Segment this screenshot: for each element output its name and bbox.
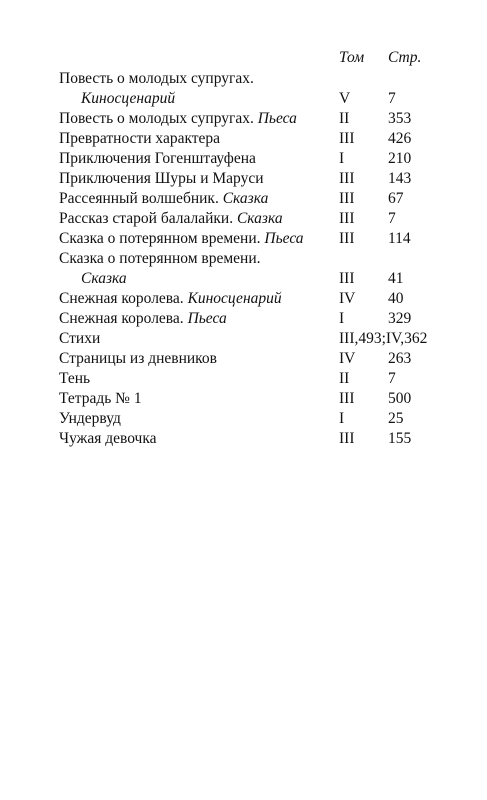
entry-title	[59, 389, 142, 409]
page-column-header: Стр.	[388, 49, 422, 66]
entry-title-text: Чужая девочка	[59, 430, 157, 447]
entry-volume: I	[339, 150, 345, 167]
entry-volume: III	[339, 390, 355, 407]
entry-page: 41	[388, 270, 404, 287]
index-entry	[0, 409, 487, 429]
entry-title-text: Превратности характера	[59, 130, 221, 147]
entry-title	[59, 129, 220, 149]
entry-title	[59, 249, 261, 289]
entry-genre: Сказка	[236, 210, 283, 227]
entry-page: 329	[388, 310, 412, 327]
index-entry	[0, 389, 487, 409]
entry-volume: III	[339, 210, 355, 227]
entry-genre: Киносценарий	[187, 290, 282, 307]
entry-volume: III	[339, 170, 355, 187]
entry-volume: II	[339, 110, 350, 127]
entry-title-text: Приключения Гогенштауфена	[59, 150, 256, 167]
entry-page: 210	[388, 150, 412, 167]
entry-title-text: Снежная королева.	[59, 290, 184, 307]
entry-genre: Сказка	[222, 190, 269, 207]
entry-volume: I	[339, 410, 345, 427]
index-entry	[0, 69, 487, 109]
entry-title-text: Повесть о молодых супругах.	[59, 110, 254, 127]
entry-volume: III	[339, 230, 355, 247]
entry-title-text: Рассказ старой балалайки.	[59, 210, 234, 227]
entry-title	[59, 289, 282, 309]
index-entry	[0, 289, 487, 309]
entry-volume: I	[339, 310, 345, 327]
entry-title-text: Рассеянный волшебник.	[59, 190, 219, 207]
entry-volume: III,493;IV,362	[339, 330, 428, 347]
volume-column-header: Том	[339, 49, 365, 66]
entry-title-text: Повесть о молодых супругах.	[59, 70, 254, 87]
entry-genre-continuation: Сказка	[81, 270, 127, 287]
entry-title-text: Ундервуд	[59, 410, 121, 427]
entry-page: 67	[388, 190, 404, 207]
entry-title	[59, 409, 121, 429]
entry-title-text: Сказка о потерянном времени.	[59, 250, 261, 267]
entry-title	[59, 349, 217, 369]
entry-page: 263	[388, 350, 412, 367]
entry-volume: III	[339, 130, 355, 147]
entry-title-text: Снежная королева.	[59, 310, 184, 327]
index-entry	[0, 109, 487, 129]
index-list	[0, 69, 487, 449]
entry-volume: III	[339, 430, 355, 447]
index-entry	[0, 229, 487, 249]
entry-title-text: Тетрадь № 1	[59, 390, 142, 407]
entry-title-text: Тень	[59, 370, 91, 387]
entry-page: 500	[388, 390, 412, 407]
index-entry	[0, 129, 487, 149]
entry-page: 155	[388, 430, 412, 447]
entry-title	[59, 109, 297, 129]
entry-page: 7	[388, 210, 396, 227]
entry-volume: V	[339, 90, 351, 107]
index-entry	[0, 149, 487, 169]
entry-title	[59, 69, 254, 109]
entry-page: 143	[388, 170, 412, 187]
entry-title	[59, 429, 157, 449]
entry-title	[59, 169, 264, 189]
entry-volume: III	[339, 190, 355, 207]
index-entry	[0, 349, 487, 369]
entry-title-text: Стихи	[59, 330, 101, 347]
entry-page: 353	[388, 110, 412, 127]
column-header	[0, 49, 487, 69]
entry-volume: III	[339, 270, 355, 287]
entry-title-text: Приключения Шуры и Маруси	[59, 170, 264, 187]
entry-title	[59, 149, 256, 169]
index-entry	[0, 249, 487, 289]
index-entry	[0, 169, 487, 189]
entry-genre: Пьеса	[264, 230, 304, 247]
index-entry	[0, 429, 487, 449]
index-entry	[0, 209, 487, 229]
entry-page: 114	[388, 230, 411, 247]
entry-title	[59, 209, 283, 229]
entry-title	[59, 309, 227, 329]
entry-title	[59, 229, 304, 249]
entry-title-text: Страницы из дневников	[59, 350, 217, 367]
entry-title	[59, 369, 90, 389]
entry-volume: II	[339, 370, 350, 387]
index-entry	[0, 309, 487, 329]
entry-genre-continuation: Киносценарий	[81, 90, 176, 107]
entry-page: 7	[388, 370, 396, 387]
entry-title	[59, 189, 268, 209]
index-entry	[0, 369, 487, 389]
entry-volume: IV	[339, 290, 356, 307]
entry-genre: Пьеса	[257, 110, 297, 127]
entry-page: 426	[388, 130, 412, 147]
entry-title	[59, 329, 100, 349]
entry-genre: Пьеса	[187, 310, 227, 327]
entry-page: 7	[388, 90, 396, 107]
entry-title-text: Сказка о потерянном времени.	[59, 230, 261, 247]
entry-page: 25	[388, 410, 404, 427]
index-entry	[0, 329, 487, 349]
entry-page: 40	[388, 290, 404, 307]
entry-volume: IV	[339, 350, 356, 367]
index-entry	[0, 189, 487, 209]
